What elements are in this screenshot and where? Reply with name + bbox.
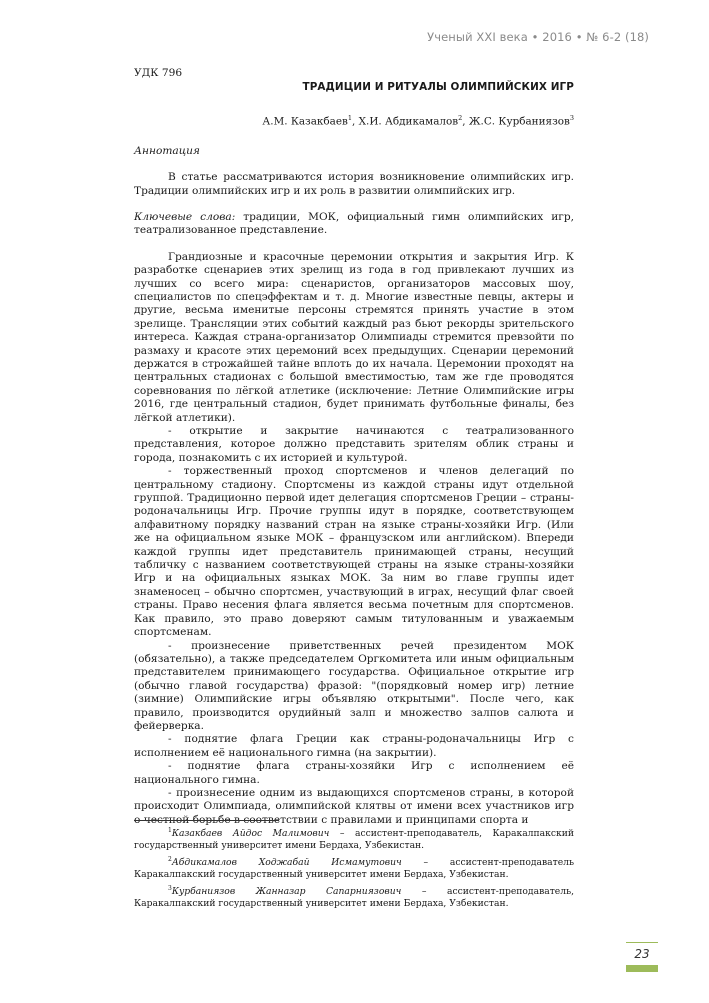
paragraph: - произнесение приветственных речей президентом МОК (обязательно), а также председателем Оргкомитета или иным официальным представителем принимающего государства. Официальное открытие игр (обычно главой государства) фразой: "(порядковый номер игр) летние (зимние) Олимпийские игры объявляю открытыми". После чего, как правило, производится орудийный залп и множество залпов салюта и фейерверка. <box>134 639 574 732</box>
abstract-heading: Аннотация <box>134 144 200 157</box>
author-mark: 2 <box>458 113 463 122</box>
footnote-mark: 1 <box>168 827 172 834</box>
paragraph: - поднятие флага Греции как страны-родоначальницы Игр с исполнением её национального гимна (на закрытии). <box>134 733 574 759</box>
footnote-text: – ассистент-преподаватель Каракалпакский государственный университет имени Бердаха, Узбекистан. <box>134 856 574 881</box>
footnote-author: Курбаниязов Жанназар Сапарниязович <box>171 885 402 897</box>
article-title: ТРАДИЦИИ И РИТУАЛЫ ОЛИМПИЙСКИХ ИГР <box>302 81 574 94</box>
abstract-text: В статье рассматриваются история возникновение олимпийских игр. Традиции олимпийских игр и их роль в развитии олимпийских игр. <box>134 171 574 197</box>
paragraph: Грандиозные и красочные церемонии открытия и закрытия Игр. К разработке сценариев этих зрелищ из года в год привлекают лучших из лучших со всего мира: сценаристов, организаторов массовых шоу, специалистов по спецэффектам и т. д. Многие известные певцы, актеры и другие, весьма именитые персоны стремятся принять участие в этом зрелище. Трансляции этих событий каждый раз бьют рекорды зрительского интереса. Каждая страна-организатор Олимпиады стремится превзойти по размаху и красоте этих церемоний всех предыдущих. Сценарии церемоний держатся в строжайшей тайне вплоть до их начала. Церемонии проходят на центральных стадионах с большой вместимостью, там же где проводятся соревнования по лёгкой атлетике (исключение: Летние Олимпийские игры 2016, где центральный стадион, будет принимать футбольные финалы, без лёгкой атлетики). <box>134 250 574 424</box>
keywords-label: Ключевые слова: <box>134 210 236 223</box>
paragraph: - открытие и закрытие начинаются с театрализованного представления, которое должно представить зрителям облик страны и города, познакомить с их историей и культурой. <box>134 425 574 464</box>
footnote <box>134 854 574 882</box>
paragraph: - поднятие флага страны-хозяйки Игр с исполнением её национального гимна. <box>134 760 574 786</box>
footnote-text: – ассистент-преподаватель, Каракалпакский государственный университет имени Бердаха, Узбекистан. <box>134 828 574 852</box>
author-name: Ж.С. Курбаниязов <box>468 115 570 128</box>
author-name: Х.И. Абдикамалов <box>358 115 459 128</box>
author-name: А.М. Казакбаев <box>262 115 348 128</box>
footnote-divider <box>134 820 279 821</box>
footnotes <box>134 825 574 912</box>
main-text <box>134 251 574 827</box>
author-mark: 3 <box>569 113 574 122</box>
paragraph: - торжественный проход спортсменов и членов делегаций по центральному стадиону. Спортсмены из каждой страны идут отдельной группой. Традиционно первой идет делегация спортсменов Греции – страны-родоначальницы Игр. Прочие группы идут в порядке, соответствующем алфавитному порядку названий стран на языке страны-хозяйки Игр. (Или же на официальном языке МОК – французском или английском). Впереди каждой группы идет представитель принимающей страны, несущий табличку с названием соответствующей страны на языке страны-хозяйки Игр и на официальных языках МОК. За ним во главе группы идет знаменосец – обычно спортсмен, участвующий в играх, несущий флаг своей страны. Право несения флага является весьма почетным для спортсменов. Как правило, это право доверяют самым титулованным и уважаемым спортсменам. <box>134 465 574 639</box>
page-number-bar <box>626 965 658 972</box>
author-list: А.М. Казакбаев$^1$, Х.И. Абдикамалов$^2$, Ж.С. Курбаниязов$^3$ <box>262 113 574 128</box>
article-body <box>134 67 574 827</box>
page-number: 23 <box>626 942 658 973</box>
footnote-author: Казакбаев Айдос Малимович <box>171 828 330 840</box>
footnote <box>134 883 574 911</box>
running-header: Ученый XXI века • 2016 • № 6-2 (18) <box>427 30 649 44</box>
paragraph: - произнесение одним из выдающихся спортсменов страны, в которой происходит Олимпиада, олимпийской клятвы от имени всех участников игр о честной борьбе в соответствии с правилами и принципами спорта и <box>134 786 574 826</box>
footnote-mark: 2 <box>168 855 172 863</box>
keywords-text: традиции, МОК, официальный гимн олимпийских игр, театрализованное представление. <box>134 210 574 237</box>
footnote-author: Абдикамалов Ходжабай Исмамутович <box>171 856 402 868</box>
footnote <box>134 825 574 853</box>
keywords <box>134 211 574 238</box>
footnote-text: – ассистент-преподаватель, Каракалпакский государственный университет имени Бердаха, Узбекистан. <box>134 885 574 910</box>
footnote-mark: 3 <box>168 884 172 892</box>
udc-code: УДК 796 <box>134 67 183 79</box>
author-mark: 1 <box>347 113 353 122</box>
